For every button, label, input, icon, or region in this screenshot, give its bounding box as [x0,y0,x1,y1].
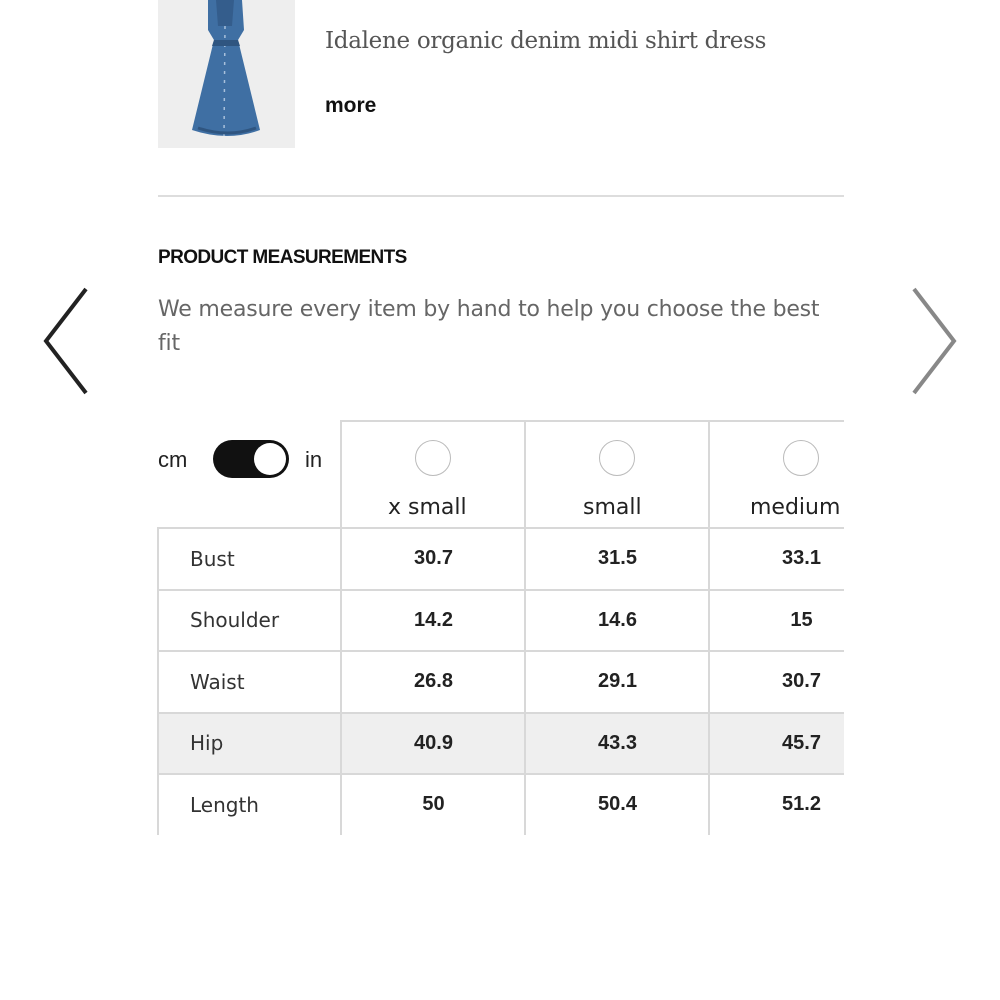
size-radio-small[interactable] [599,440,635,476]
row-label: Bust [157,529,340,589]
measurement-rows [157,527,844,835]
size-column-small[interactable] [524,420,709,528]
table-row-waist [157,650,844,712]
size-column-medium[interactable] [708,420,844,528]
chevron-right-icon [910,285,960,397]
more-link[interactable]: more [325,94,377,117]
cell-value: 51.2 [708,775,844,835]
row-label: Hip [157,714,340,774]
unit-switch [157,420,340,528]
size-radio-x-small[interactable] [415,440,451,476]
prev-arrow-button[interactable] [40,285,90,397]
cell-value: 50.4 [524,775,709,835]
product-thumbnail[interactable] [158,0,295,148]
cell-value: 14.2 [340,591,525,651]
measurements-table [157,420,844,835]
chevron-left-icon [40,285,90,397]
size-label: medium [750,495,841,520]
cell-value: 50 [340,775,525,835]
table-row-shoulder [157,589,844,651]
cell-value: 30.7 [340,529,525,589]
cell-value: 14.6 [524,591,709,651]
row-label: Shoulder [157,591,340,651]
size-column-x-small[interactable] [340,420,525,528]
section-divider [158,195,844,197]
size-label: x small [388,495,467,520]
denim-dress-image [158,0,295,148]
cell-value: 40.9 [340,714,525,774]
unit-label-cm[interactable]: cm [158,447,188,472]
cell-value: 29.1 [524,652,709,712]
cell-value: 26.8 [340,652,525,712]
measurements-title: PRODUCT MEASUREMENTS [158,247,407,268]
cell-value: 33.1 [708,529,844,589]
next-arrow-button[interactable] [910,285,960,397]
table-row-length [157,773,844,835]
table-row-bust [157,527,844,589]
cell-value: 43.3 [524,714,709,774]
cell-value: 31.5 [524,529,709,589]
row-label: Length [157,775,340,835]
cell-value: 30.7 [708,652,844,712]
cell-value: 45.7 [708,714,844,774]
unit-toggle[interactable] [213,440,289,478]
toggle-knob [254,443,286,475]
unit-label-in[interactable]: in [305,447,323,472]
size-label: small [583,495,642,520]
row-label: Waist [157,652,340,712]
measurements-description: We measure every item by hand to help you choose the best fit [158,297,820,356]
table-row-hip [157,712,844,774]
size-radio-medium[interactable] [783,440,819,476]
product-name: Idalene organic denim midi shirt dress [325,28,767,54]
cell-value: 15 [708,591,844,651]
